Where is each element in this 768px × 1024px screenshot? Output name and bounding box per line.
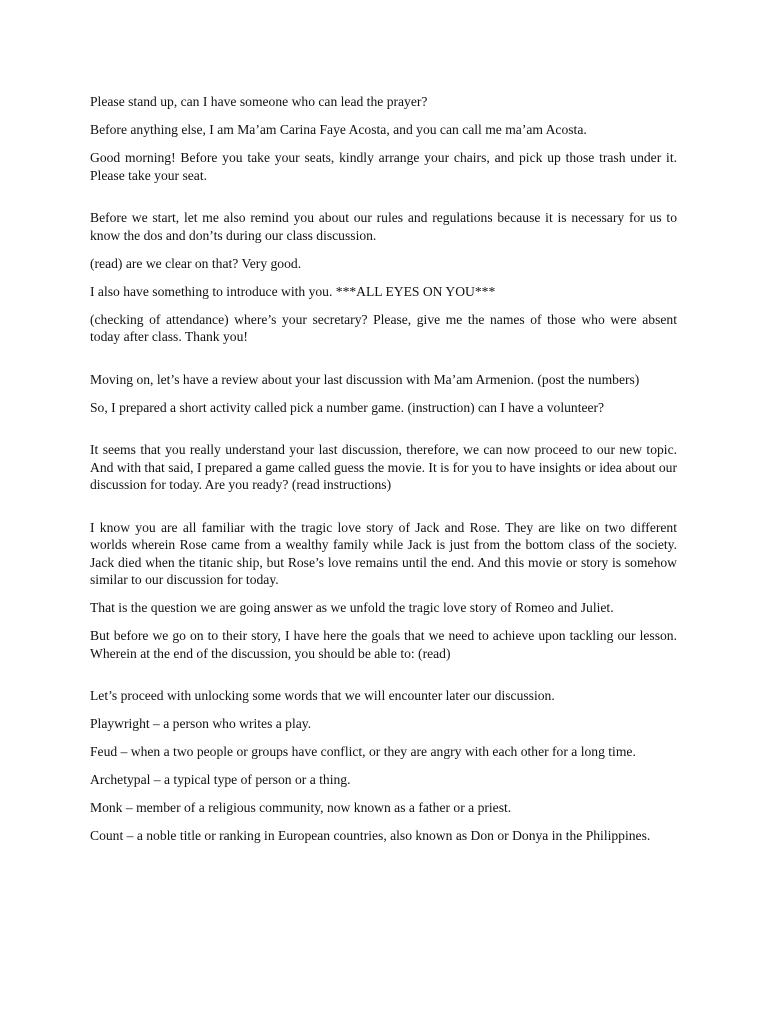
definition-playwright: Playwright – a person who writes a play. [90, 716, 312, 731]
paragraph-introduction: Before anything else, I am Ma’am Carina Faye Acosta, and you can call me ma’am Acosta. [90, 122, 587, 137]
paragraph-prayer: Please stand up, can I have someone who can lead the prayer? [90, 94, 428, 109]
paragraph-review: Moving on, let’s have a review about your last discussion with Ma’am Armenion. (post the numbers) [90, 371, 640, 387]
paragraph-attendance: (checking of attendance) where’s your secretary? Please, give me the names of those who were absent today after class. Thank you! [90, 311, 677, 344]
definition-feud: Feud – when a two people or groups have conflict, or they are angry with each other for a long time. [90, 744, 636, 759]
paragraph-romeo-and-juliet: That is the question we are going answer as we unfold the tragic love story of Romeo and Juliet. [90, 600, 614, 615]
paragraph-goals: But before we go on to their story, I have here the goals that we need to achieve upon tackling our lesson. Wherein at the end of the discussion, you should be able to: (read) [90, 628, 677, 661]
paragraph-guess-the-movie: It seems that you really understand your last discussion, therefore, we can now proceed to our new topic. And with that said, I prepared a game called guess the movie. It is for you to have insights or idea about our discussion for today. Are you ready? (read instructions) [90, 442, 677, 492]
definition-archetypal: Archetypal – a typical type of person or a thing. [90, 772, 351, 787]
document-page [90, 93, 677, 855]
definition-count: Count – a noble title or ranking in European countries, also known as Don or Donya in the Philippines. [90, 828, 651, 843]
paragraph-pick-a-number: So, I prepared a short activity called pick a number game. (instruction) can I have a volunteer? [90, 399, 605, 415]
definition-monk: Monk – member of a religious community, now known as a father or a priest. [90, 800, 512, 815]
paragraph-all-eyes: I also have something to introduce with you. ***ALL EYES ON YOU*** [90, 283, 496, 299]
paragraph-clear: (read) are we clear on that? Very good. [90, 255, 302, 271]
paragraph-rules: Before we start, let me also remind you about our rules and regulations because it is necessary for us to know the dos and don’ts during our class discussion. [90, 210, 677, 243]
paragraph-good-morning: Good morning! Before you take your seats, kindly arrange your chairs, and pick up those trash under it. Please take your seat. [90, 150, 677, 183]
paragraph-unlocking-words: Let’s proceed with unlocking some words that we will encounter later our discussion. [90, 688, 555, 703]
paragraph-jack-and-rose: I know you are all familiar with the tragic love story of Jack and Rose. They are like on two different worlds wherein Rose came from a wealthy family while Jack is just from the bottom class of the society. Jack died when the titanic ship, but Rose’s love remains until the end. And this movie or story is somehow similar to our discussion for today. [90, 519, 677, 587]
